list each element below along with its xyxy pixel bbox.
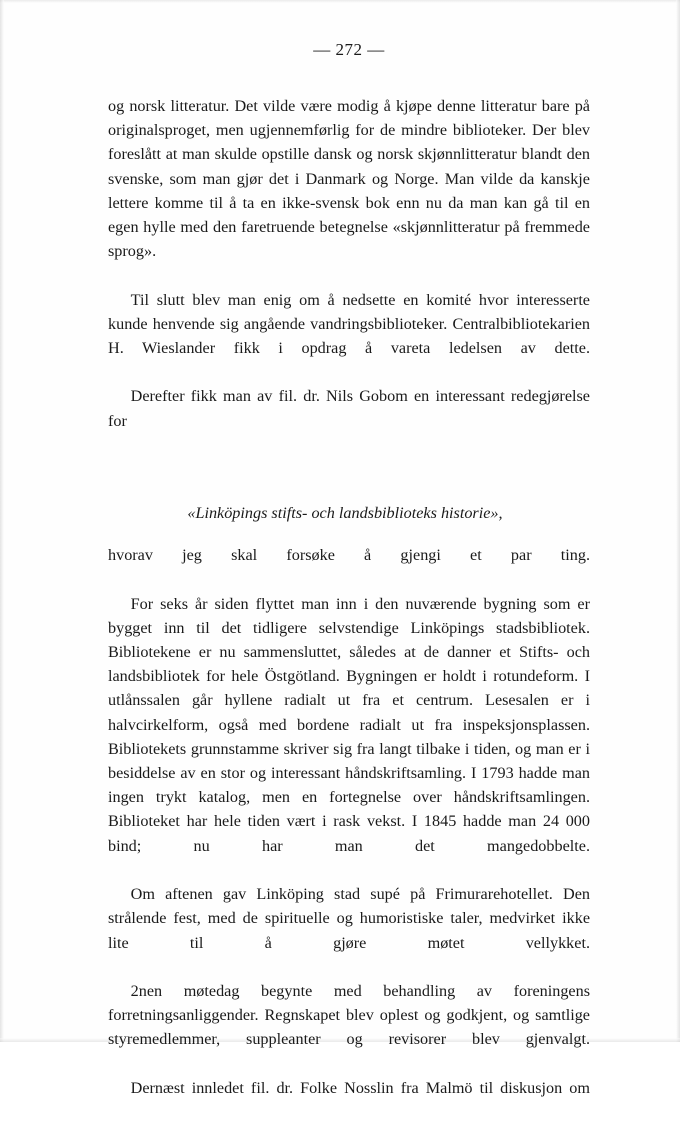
paragraph-second-meeting-day: 2nen møtedag begynte med behandling av foreningens forretningsanliggender. Regnskapet blev oplest og godkjent, og samtlige styremedlemmer, suppleanter og revisorer blev gjenvalgt. (108, 981, 590, 1049)
page-number: — 272 — (313, 40, 385, 59)
scan-edge-right (676, 0, 680, 1042)
page-content (108, 0, 590, 1124)
scan-edge-left (0, 0, 4, 1042)
paragraph-evening-supper: Om aftenen gav Linköping stad supé på Frimurarehotellet. Den strålende fest, med de spirituelle og humoristiske taler, medvirket ikke lite til å gjøre møtet vellykket. (108, 885, 590, 952)
paragraph-continued-from-previous-page: og norsk litteratur. Det vilde være modig å kjøpe denne litteratur bare på originalsproget, men ugjennemførlig for de mindre biblioteker. Der blev foreslått at man skulde opstille dansk og norsk skjønnlitteratur blandt den svenske, som man gjør det i Danmark og Norge. Man vilde da kanskje lettere komme til å ta en ikke-svensk bok enn nu da man kan gå til en egen hylle med den faretruende betegnelse «skjønnlitteratur på fremmede sprog». (108, 97, 590, 261)
paragraph-library-history: For seks år siden flyttet man inn i den nuværende bygning som er bygget inn til det tidligere selvstendige Linköpings stadsbibliotek. Bibliotekene er nu sammensluttet, således at de danner et Stifts- och landsbibliotek for hele Östgötland. Bygningen er holdt i rotundeform. I utlånssalen går hyllene radialt ut fra et centrum. Lesesalen er i halvcirkelform, også med bordene radialt ut fra inspeksjonsplassen. Bibliotekets grunnstamme skriver sig fra langt tilbake i tiden, og man er i besiddelse av en stor og interessant håndskriftsamling. I 1793 hadde man ingen trykt katalog, men en fortegnelse over håndskriftsamlingen. Biblioteket har hele tiden vært i rask vekst. I 1845 hadde man 24 000 bind; nu har man det mangedobbelte. (108, 594, 590, 855)
paragraph-gobom-intro: Derefter fikk man av fil. dr. Nils Gobom en interessant redegjørelse for (108, 387, 590, 430)
paragraph-hvorav: hvorav jeg skal forsøke å gjengi et par ting. (108, 546, 590, 565)
italic-lecture-title: «Linköpings stifts- och landsbiblioteks historie», (187, 504, 503, 523)
paragraph-committee: Til slutt blev man enig om å nedsette en komité hvor interesserte kunde henvende sig angående vandringsbiblioteker. Centralbibliotekarien H. Wieslander fikk i opdrag å vareta ledelsen av dette. (108, 290, 590, 358)
paragraph-nosslin-discussion: Dernæst innledet fil. dr. Folke Nosslin fra Malmö til diskusjon om (130, 1078, 590, 1097)
